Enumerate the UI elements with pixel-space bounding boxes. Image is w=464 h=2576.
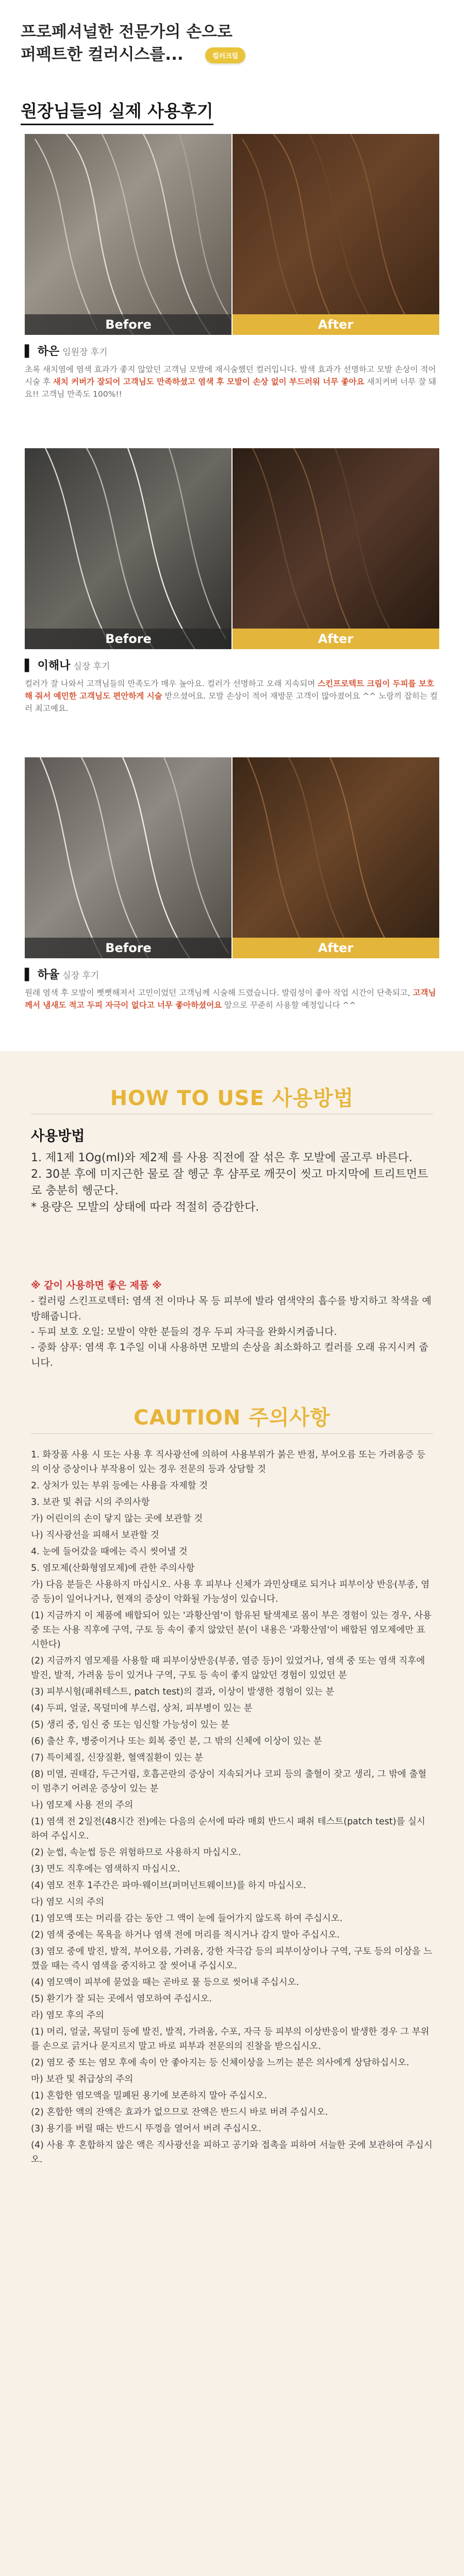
after-photo	[232, 134, 439, 335]
review-card	[25, 757, 439, 1046]
caution-item: (2) 눈썹, 속눈썹 등은 위험하므로 사용하지 마십시오.	[31, 1848, 241, 1858]
caution-item: (4) 사용 후 혼합하지 않은 액은 직사광선을 피하고 공기와 접촉을 피하여 서늘한 곳에 보관하여 주십시오.	[31, 2140, 433, 2165]
headline-line-2: 퍼펙트한 컬러시스를...	[21, 45, 184, 64]
subhead-underline	[21, 124, 213, 125]
usage-line: * 용량은 모발의 상태에 따라 적절히 증감한다.	[31, 1201, 259, 1214]
caution-item: 가) 다음 분들은 사용하지 마십시오. 사용 후 피부나 신체가 과민상태로 되거나 피부이상 반응(부종, 염증 등)이 일어나거나, 현재의 증상이 악화될 가능성이 있습니다.	[31, 1580, 430, 1604]
product-badge: 컬러크림	[205, 47, 245, 63]
usage-line: 2. 30분 후에 미지근한 물로 잘 헹군 후 샴푸로 깨끗이 씻고 마지막에 트리트먼트로 충분히 헹군다.	[31, 1168, 428, 1197]
caution-item: 라) 염모 후의 주의	[31, 2010, 104, 2021]
reviewer-name: ▌ 이해나 실장 후기	[25, 659, 110, 672]
before-after-photo	[25, 134, 439, 335]
caution-item: (8) 미열, 권태감, 두근거림, 호흡곤란의 증상이 지속되거나 코피 등의 출혈이 잦고 생리, 그 밖에 출혈이 멈추기 어려운 증상이 있는 분	[31, 1769, 427, 1794]
after-label: After	[232, 938, 439, 958]
usage-line: 1. 제1제 1Og(ml)와 제2제 를 사용 직전에 잘 섞은 후 모발에 골고루 바른다.	[31, 1151, 412, 1164]
howto-title: HOW TO USE 사용방법	[110, 1087, 354, 1110]
caution-item: (3) 피부시험(패취테스트, patch test)의 결과, 이상이 발생한 경험이 있는 분	[31, 1687, 335, 1697]
usage-heading: 사용방법	[31, 1128, 85, 1144]
before-after-photo	[25, 757, 439, 958]
caution-item: 마) 보관 및 취급상의 주의	[31, 2074, 134, 2084]
after-photo	[232, 757, 439, 958]
before-label: Before	[25, 314, 232, 335]
caution-title: CAUTION 주의사항	[134, 1406, 330, 1430]
before-label: Before	[25, 629, 232, 649]
hair-texture	[25, 757, 232, 958]
caution-item: (1) 염색 전 2일전(48시간 전)에는 다음의 순서에 따라 매회 반드시 패취 테스트(patch test)를 실시하여 주십시오.	[31, 1817, 425, 1841]
photo-divider	[231, 757, 233, 958]
caution-item: 나) 직사광선을 피해서 보관할 것	[31, 1530, 159, 1540]
caution-item: (7) 특이체질, 신장질환, 혈액질환이 있는 분	[31, 1753, 204, 1763]
headline	[21, 21, 233, 66]
caution-item: (1) 머리, 얼굴, 목덜미 등에 발진, 발적, 가려움, 수포, 자극 등 피부의 이상반응이 발생한 경우 그 부위를 손으로 긁거나 문지르지 말고 바로 피부과 전문의의 진찰을 받으십시오.	[31, 2027, 429, 2052]
before-photo	[25, 448, 232, 649]
after-label: After	[232, 629, 439, 649]
caution-item: (2) 염모 중 또는 염모 후에 속이 안 좋아지는 등 신체이상을 느끼는 분은 의사에게 상담하십시오.	[31, 2058, 409, 2068]
caution-item: (2) 혼합한 액의 잔액은 효과가 없으므로 잔액은 반드시 바로 버려 주십시오.	[31, 2107, 328, 2117]
caution-item: 다) 염모 시의 주의	[31, 1897, 104, 1907]
caution-item: (5) 생리 중, 임신 중 또는 임신할 가능성이 있는 분	[31, 1720, 229, 1730]
subhead-bold: 실제 사용후기	[108, 101, 213, 121]
caution-item: (3) 면도 직후에는 염색하지 마십시오.	[31, 1864, 180, 1874]
caution-item: (1) 염모액 또는 머리를 감는 동안 그 액이 눈에 들어가지 않도록 하여 주십시오.	[31, 1913, 343, 1924]
caution-item: 2. 상처가 있는 부위 등에는 사용을 자제할 것	[31, 1481, 208, 1491]
reviewer-name: ▌ 하은 임원장 후기	[25, 345, 108, 358]
review-text: 원래 염색 후 모발이 뻣뻣해져서 고민이었던 고객님께 시술해 드렸습니다. 발림성이 좋아 작업 시간이 단축되고, 고객님께서 냄새도 적고 두피 자극이 없다고 너무 좋아하셨어요 앞으로 꾸준히 사용할 예정입니다 ^^	[25, 988, 436, 1010]
caution-item: (4) 두피, 얼굴, 목덜미에 부스럼, 상처, 피부병이 있는 분	[31, 1703, 253, 1714]
review-card	[25, 448, 439, 737]
caution-item: 가) 어린이의 손이 닿지 않는 곳에 보관할 것	[31, 1514, 203, 1524]
title-rule	[31, 1433, 433, 1434]
after-photo	[232, 448, 439, 649]
hair-texture	[25, 134, 232, 335]
caution-item: 5. 염모제(산화형염모제)에 관한 주의사항	[31, 1563, 195, 1573]
hair-texture	[232, 757, 439, 958]
note-line: - 컬러링 스킨프로텍터: 염색 전 이마나 목 등 피부에 발라 염색약의 흡수를 방지하고 착색을 예방해줍니다.	[31, 1295, 432, 1322]
before-photo	[25, 134, 232, 335]
caution-item: (4) 염모 전후 1주간은 파마·웨이브(퍼머넌트웨이브)를 하지 마십시오.	[31, 1880, 306, 1891]
note-line: - 중화 샴푸: 염색 후 1주일 이내 사용하면 모발의 손상을 최소화하고 컬러를 오래 유지시켜 줍니다.	[31, 1342, 428, 1368]
caution-item: (2) 염색 중에는 목욕을 하거나 염색 전에 머리를 적시거나 감지 말아 주십시오.	[31, 1930, 340, 1940]
reviews-section	[0, 0, 464, 1051]
caution-item: (4) 염모액이 피부에 묻었을 때는 곧바로 물 등으로 씻어내 주십시오.	[31, 1977, 299, 1988]
subhead-prefix: 원장님들의	[21, 101, 109, 121]
note-heading: ※ 같이 사용하면 좋은 제품 ※	[31, 1280, 162, 1291]
review-text: 초록 새치염에 염색 효과가 좋지 않았던 고객님 모발에 재시술했던 컬러입니다. 발색 효과가 선명하고 모발 손상이 적어 시술 후 새치 커버가 잘되어 고객님도 만족하셨고 염색 후 모발이 손상 없이 부드러워 너무 좋아요 새치커버 너무 잘 돼요!! 고객님 만족도 100%!!	[25, 365, 437, 399]
caution-item: (3) 염모 중에 발진, 발적, 부어오름, 가려움, 강한 자극감 등의 피부이상이나 구역, 구토 등의 이상을 느꼈을 때는 즉시 염색을 중지하고 잘 씻어내 주십시오.	[31, 1946, 433, 1971]
before-photo	[25, 757, 232, 958]
photo-divider	[231, 134, 233, 335]
hair-texture	[232, 134, 439, 335]
before-after-photo	[25, 448, 439, 649]
hair-texture	[25, 448, 232, 649]
caution-list	[31, 1448, 433, 2169]
usage-block	[31, 1128, 433, 1216]
caution-item: 3. 보관 및 취급 시의 주의사항	[31, 1497, 150, 1507]
note-line: - 두피 보호 오일: 모발이 약한 분들의 경우 두피 자극을 완화시켜줍니다.	[31, 1326, 337, 1337]
review-card	[25, 134, 439, 422]
reviews-subhead	[21, 98, 213, 122]
caution-item: (5) 환기가 잘 되는 곳에서 염모하여 주십시오.	[31, 1994, 212, 2004]
caution-item: (3) 용기를 버릴 때는 반드시 뚜껑을 열어서 버려 주십시오.	[31, 2124, 261, 2134]
caution-item: 1. 화장품 사용 시 또는 사용 후 직사광선에 의하여 사용부위가 붉은 반점, 부어오름 또는 가려움증 등의 이상 증상이나 부작용이 있는 경우 전문의 등과 상담할 것	[31, 1450, 425, 1475]
caution-item: (2) 지금까지 염모제를 사용할 때 피부이상반응(부종, 염증 등)이 있었거나, 염색 중 또는 염색 직후에 발진, 발적, 가려움 등이 있거나 구역, 구토 등 속이 좋지 않았던 경험이 있었던 분	[31, 1656, 425, 1681]
note-block	[31, 1278, 433, 1370]
before-label: Before	[25, 938, 232, 958]
headline-line-1: 프로페셔널한 전문가의 손으로	[21, 23, 233, 41]
howto-section	[0, 1051, 464, 2576]
after-label: After	[232, 314, 439, 335]
caution-item: 나) 염모제 사용 전의 주의	[31, 1800, 134, 1810]
review-text: 컬러가 잘 나와서 고객님들의 만족도가 매우 높아요. 컬러가 선명하고 오래 지속되며 스킨프로텍트 크림이 두피를 보호해 줘서 예민한 고객님도 편안하게 시술 받으셨어요. 모발 손상이 적어 재방문 고객이 많아졌어요 ^^ 노랑끼 잡히는 컬러 최고예요.	[25, 679, 438, 713]
caution-item: (1) 혼합한 염모액을 밀폐된 용기에 보존하지 말아 주십시오.	[31, 2091, 268, 2101]
reviewer-name: ▌ 하율 실장 후기	[25, 969, 100, 981]
photo-divider	[231, 448, 233, 649]
caution-item: (6) 출산 후, 병중이거나 또는 회복 중인 분, 그 밖의 신체에 이상이 있는 분	[31, 1736, 322, 1747]
hair-texture	[232, 448, 439, 649]
caution-item: 4. 눈에 들어갔을 때에는 즉시 씻어낼 것	[31, 1547, 188, 1557]
caution-item: (1) 지금까지 이 제품에 배합되어 있는 '과황산염'이 함유된 탈색제로 몸이 부은 경험이 있는 경우, 사용 중 또는 사용 직후에 구역, 구토 등 속이 좋지 않았던 분(이 내용은 '과황산염'이 배합된 염모제에만 표시한다)	[31, 1611, 432, 1650]
